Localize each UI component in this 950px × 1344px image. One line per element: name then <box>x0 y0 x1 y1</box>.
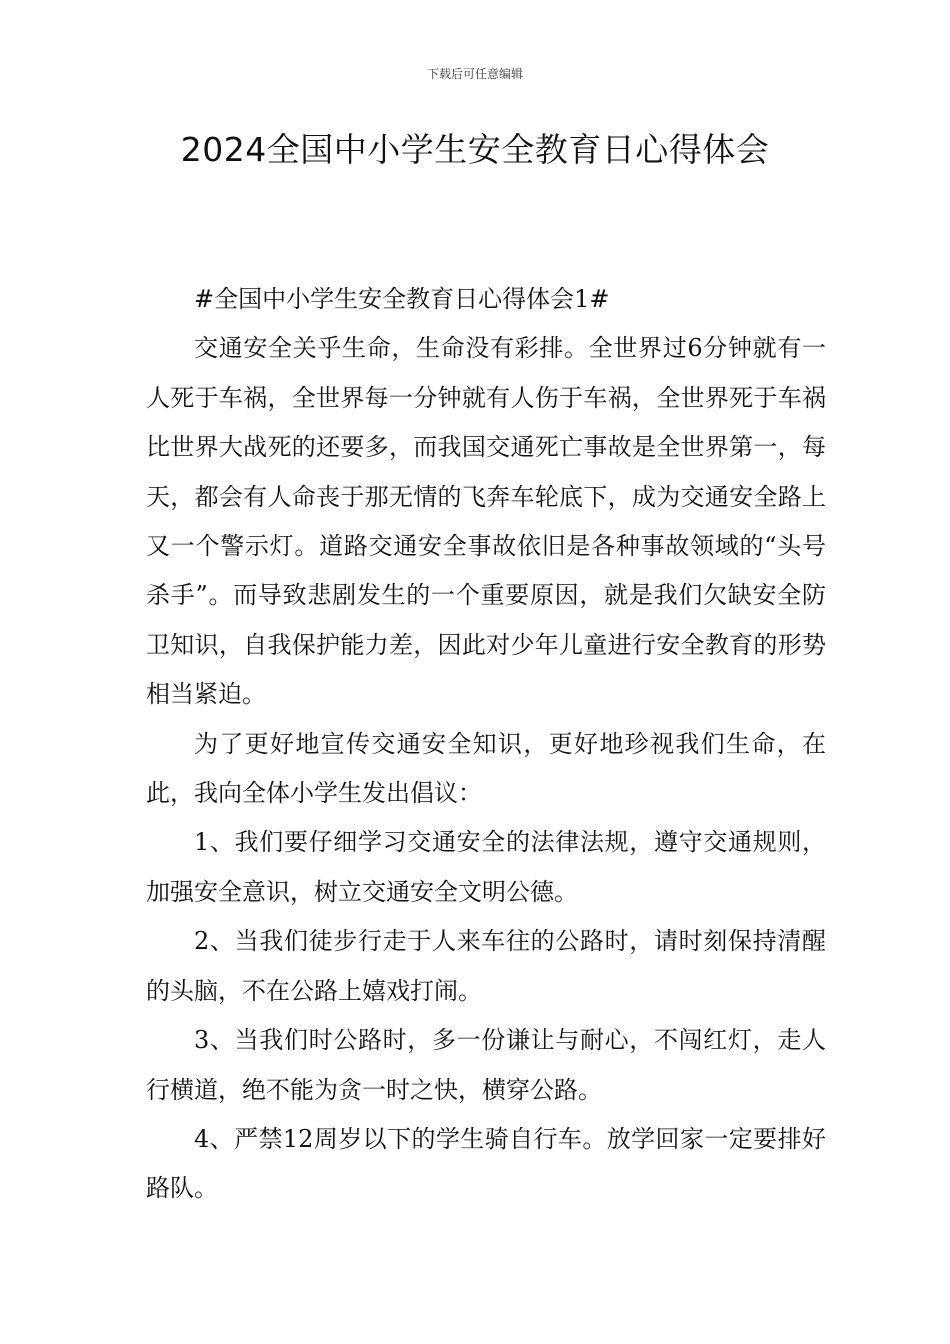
paragraph: 2、当我们徒步行走于人来车往的公路时，请时刻保持清醒的头脑，不在公路上嬉戏打闹。 <box>146 927 826 1005</box>
paragraph: 3、当我们时公路时，多一份谦让与耐心，不闯红灯，走人行横道，绝不能为贪一时之快，横穿公路。 <box>146 1026 826 1104</box>
section-heading: #全国中小学生安全教育日心得体会1# <box>194 285 610 313</box>
paragraph: 1、我们要仔细学习交通安全的法律法规，遵守交通规则，加强安全意识，树立交通安全文明公德。 <box>146 828 826 906</box>
paragraph: 4、严禁12周岁以下的学生骑自行车。放学回家一定要排好路队。 <box>146 1124 826 1203</box>
paragraph: 为了更好地宣传交通安全知识，更好地珍视我们生命，在此，我向全体小学生发出倡议： <box>146 729 826 808</box>
document-body <box>146 275 826 1214</box>
document-title: 2024全国中小学生安全教育日心得体会 <box>180 130 770 169</box>
paragraph: 交通安全关乎生命，生命没有彩排。全世界过6分钟就有一人死于车祸，全世界每一分钟就有人伤于车祸，全世界死于车祸比世界大战死的还要多，而我国交通死亡事故是全世界第一，每天，都会有人命丧于那无情的飞奔车轮底下，成为交通安全路上又一个警示灯。道路交通安全事故依旧是各种事故领域的“头号杀手”。而导致悲剧发生的一个重要原因，就是我们欠缺安全防卫知识，自我保护能力差，因此对少年儿童进行安全教育的形势相当紧迫。 <box>146 334 826 709</box>
header-note: 下载后可任意编辑 <box>426 67 523 81</box>
